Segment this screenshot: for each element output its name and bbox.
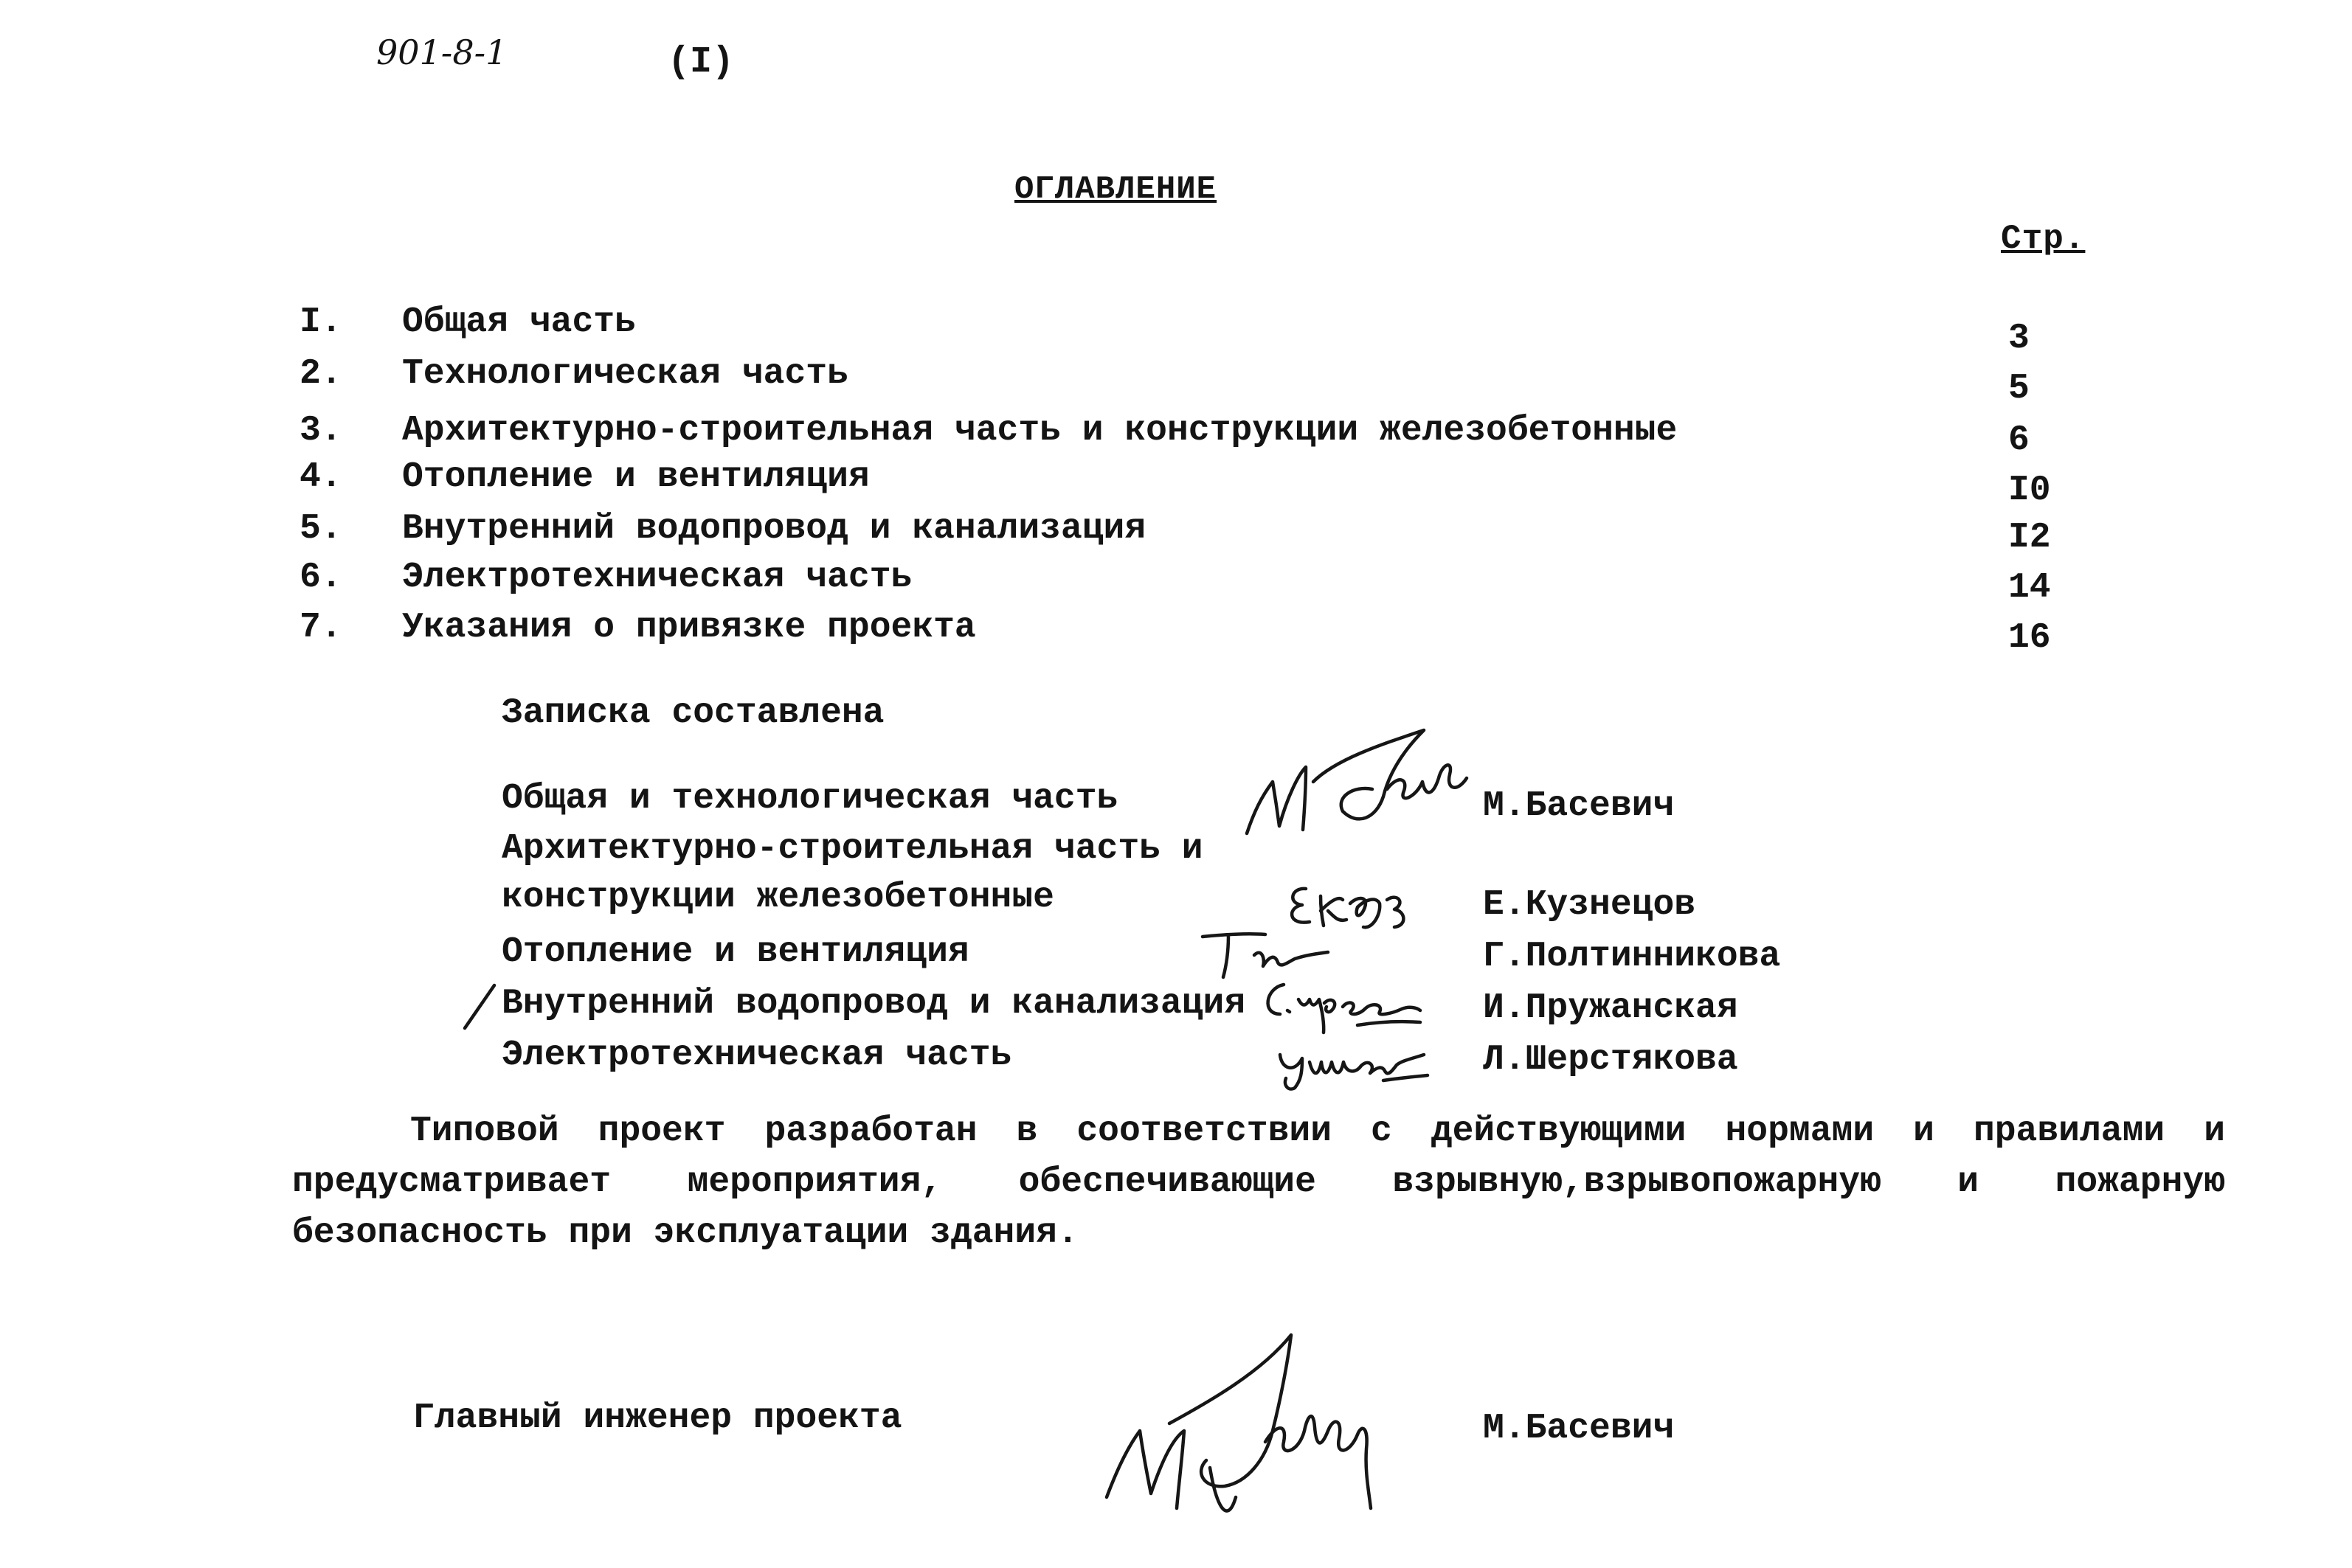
toc-item-label: Указания о привязке проекта	[402, 608, 976, 648]
signature-basevich	[1232, 701, 1476, 848]
toc-page: I0	[2008, 471, 2051, 510]
project-note-paragraph: Типовой проект разработан в соответствии с действующими нормами и правилами и предусматривает мероприятия, обеспечивающие взрывную,взрывопожарную и пожарную безопасность при эксплуатации здания.	[292, 1111, 2225, 1253]
sheet-number: (I)	[668, 41, 735, 83]
chief-engineer-name: М.Басевич	[1483, 1409, 1675, 1449]
compiler-section: Отопление и вентиляция	[502, 932, 969, 972]
toc-page: 16	[2008, 618, 2051, 658]
compiler-name: И.Пружанская	[1483, 988, 1738, 1028]
compiler-section: Архитектурно-строительная часть и	[502, 829, 1203, 869]
toc-item-label: Электротехническая часть	[402, 558, 913, 597]
toc-item-label: Архитектурно-строительная часть и конструкции железобетонные	[402, 411, 1678, 451]
chief-engineer-label: Главный инженер проекта	[413, 1398, 902, 1438]
toc-number: 6.	[300, 558, 342, 597]
compiled-heading: Записка составлена	[502, 693, 885, 733]
check-mark	[457, 981, 502, 1033]
toc-number: 4.	[300, 457, 342, 497]
toc-page: I2	[2008, 518, 2051, 558]
compiler-name: М.Басевич	[1483, 786, 1675, 826]
toc-item-label: Технологическая часть	[402, 354, 848, 394]
compiler-section: Внутренний водопровод и канализация	[502, 984, 1246, 1024]
signature-pruzhanskaya	[1254, 974, 1424, 1040]
page-column-label: Стр.	[2001, 220, 2086, 258]
toc-page: 5	[2008, 369, 2030, 409]
document-code: 901-8-1	[376, 32, 508, 72]
toc-number: I.	[300, 302, 342, 342]
compiler-section: Общая и технологическая часть	[502, 779, 1118, 819]
signature-chief-engineer	[1099, 1320, 1394, 1527]
toc-page: 3	[2008, 319, 2030, 358]
compiler-section: конструкции железобетонные	[502, 878, 1054, 917]
toc-item-label: Внутренний водопровод и канализация	[402, 509, 1146, 549]
toc-number: 3.	[300, 411, 342, 451]
toc-item-label: Общая часть	[402, 302, 636, 342]
signature-kuznetsov	[1276, 874, 1424, 933]
signature-sherstyakova	[1273, 1033, 1442, 1092]
compiler-name: Е.Кузнецов	[1483, 885, 1696, 925]
toc-number: 7.	[300, 608, 342, 648]
compiler-section: Электротехническая часть	[502, 1035, 1012, 1075]
toc-page: 14	[2008, 568, 2051, 608]
compiler-name: Л.Шерстякова	[1483, 1040, 1738, 1080]
compiler-name: Г.Полтинникова	[1483, 937, 1781, 976]
toc-number: 5.	[300, 509, 342, 549]
toc-number: 2.	[300, 354, 342, 394]
toc-page: 6	[2008, 420, 2030, 460]
page-title: ОГЛАВЛЕНИЕ	[1014, 171, 1217, 208]
toc-item-label: Отопление и вентиляция	[402, 457, 870, 497]
